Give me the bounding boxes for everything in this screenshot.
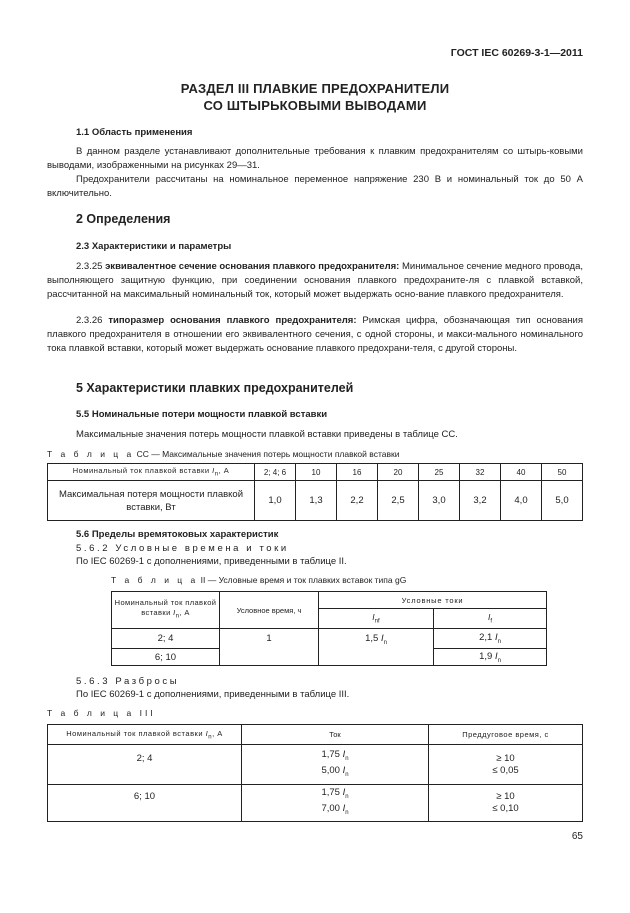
paragraph-scope: В данном разделе устанавливают дополнительные требования к плавким предохранителям со штырь-ковыми выводами, изображенными на рисунках 29—31. bbox=[47, 146, 583, 171]
paragraph-5-6-3: По IEC 60269-1 с дополнениями, приведенными в таблице III. bbox=[76, 689, 350, 700]
paragraph-ratings: Предохранители рассчитаны на номинальное переменное напряжение 230 В и номинальный ток до 50 А включительно. bbox=[47, 174, 583, 199]
table-cell: 3,0 bbox=[419, 481, 460, 521]
header-unit: , А bbox=[218, 466, 230, 476]
symbol: I bbox=[380, 633, 384, 644]
table-cell: 2,2 bbox=[337, 481, 378, 521]
table-header-cell: 50 bbox=[542, 464, 583, 481]
definition-text: Минимальное сечение медного провода, выполняющего защитную функцию, при соединении основания плавкого предохраните-ля с плавкой вставкой, рассчитанной на максимальный номинальный ток, который может выдержать осно-вание плавкого предохранителя. bbox=[47, 261, 583, 300]
table-header-cell: 32 bbox=[460, 464, 501, 481]
value bbox=[242, 803, 428, 819]
table-3 bbox=[47, 724, 583, 822]
table-row bbox=[48, 745, 583, 785]
value bbox=[242, 749, 428, 765]
table-header-cell: Ток bbox=[242, 725, 429, 745]
value: 1,5 bbox=[365, 633, 381, 644]
table-row bbox=[48, 464, 583, 481]
table-2-caption bbox=[111, 575, 406, 585]
table-cell: 4,0 bbox=[501, 481, 542, 521]
table-header-cell: Номинальный ток плавкой вставки $I_n$, А bbox=[48, 725, 242, 745]
table-header-cell: 40 bbox=[501, 464, 542, 481]
heading-5-6-3: 5.6.3 Разбросы bbox=[76, 676, 180, 687]
table-cell: 1,0 bbox=[255, 481, 296, 521]
table-cell: 5,0 bbox=[542, 481, 583, 521]
heading-5: 5 Характеристики плавких предохранителей bbox=[76, 381, 354, 395]
paragraph-5-6-2: По IEC 60269-1 с дополнениями, приведенными в таблице II. bbox=[76, 556, 347, 567]
page-number: 65 bbox=[571, 831, 583, 842]
heading-1-1: 1.1 Область применения bbox=[76, 127, 193, 138]
table-cell: 2; 4 bbox=[112, 629, 220, 649]
table-row bbox=[48, 725, 583, 745]
definition-term: типоразмер основания плавкого предохранителя: bbox=[108, 315, 357, 326]
header-label: Номинальный ток плавкой вставки bbox=[114, 598, 217, 618]
symbol: I bbox=[494, 632, 498, 644]
table-cc bbox=[47, 463, 583, 521]
table-header-cell: 20 bbox=[378, 464, 419, 481]
table-header-cell bbox=[319, 609, 434, 629]
symbol: I bbox=[342, 787, 346, 799]
table-label: Т а б л и ц а bbox=[111, 575, 199, 585]
header-unit: , А bbox=[212, 728, 223, 738]
table-cell: 3,2 bbox=[460, 481, 501, 521]
heading-2: 2 Определения bbox=[76, 212, 171, 226]
symbol: I bbox=[342, 803, 346, 814]
table-header-cell: Номинальный ток плавкой вставки $I_n$, А bbox=[48, 464, 255, 481]
table-header-cell: 25 bbox=[419, 464, 460, 481]
value-number: 5,00 bbox=[321, 764, 343, 776]
value: ≥ 10 bbox=[496, 752, 515, 764]
section-title-line2: СО ШТЫРЬКОВЫМИ ВЫВОДАМИ bbox=[203, 98, 427, 113]
document-header: ГОСТ IEC 60269-3-1—2011 bbox=[450, 47, 583, 59]
table-header-cell: Преддуговое время, с bbox=[429, 725, 583, 745]
symbol: I bbox=[487, 612, 491, 623]
value: ≤ 0,10 bbox=[492, 803, 519, 814]
value: 2,1 bbox=[479, 632, 495, 644]
table-header-cell: 16 bbox=[337, 464, 378, 481]
value: ≥ 10 bbox=[496, 791, 515, 802]
heading-5-6-2: 5.6.2 Условные времена и токи bbox=[76, 543, 289, 554]
table-caption-text: СС — Максимальные значения потерь мощности плавкой вставки bbox=[134, 449, 400, 459]
table-row bbox=[112, 592, 547, 609]
table-cell: 1,3 bbox=[296, 481, 337, 521]
table-3-caption: Т а б л и ц а III bbox=[47, 708, 156, 718]
table-header-cell: Условные токи bbox=[319, 592, 547, 609]
header-label: Номинальный ток плавкой вставки bbox=[66, 728, 204, 738]
definition-number: 2.3.26 bbox=[76, 315, 109, 326]
table-row bbox=[112, 629, 547, 649]
value: 1,9 bbox=[479, 650, 495, 662]
table-header-cell: Номинальный ток плавкой вставки $I_n$, А bbox=[112, 592, 220, 629]
heading-2-3: 2.3 Характеристики и параметры bbox=[76, 241, 232, 252]
table-cell: 2,5 bbox=[378, 481, 419, 521]
table-cell bbox=[429, 745, 583, 785]
subscript: n bbox=[345, 794, 349, 800]
table-header-cell: Условное время, ч bbox=[220, 592, 319, 629]
table-caption-text: II — Условные время и ток плавких вставок типа gG bbox=[198, 575, 407, 585]
table-row bbox=[48, 481, 583, 521]
table-cell bbox=[434, 649, 547, 666]
header-unit: , А bbox=[179, 608, 190, 618]
subscript: n bbox=[345, 771, 349, 778]
table-cell bbox=[319, 629, 434, 666]
subscript: n bbox=[497, 638, 501, 645]
table-cell: 2; 4 bbox=[48, 745, 242, 785]
symbol: I bbox=[342, 764, 346, 776]
symbol: I bbox=[342, 748, 346, 760]
subscript: n bbox=[497, 657, 501, 664]
subscript: n bbox=[345, 809, 349, 816]
table-cell bbox=[242, 745, 429, 785]
table-label: Т а б л и ц а bbox=[47, 449, 135, 459]
table-header-cell: 10 bbox=[296, 464, 337, 481]
subscript: nf bbox=[374, 618, 380, 625]
definition-2-3-25 bbox=[47, 260, 583, 302]
value-number: 1,75 bbox=[321, 748, 343, 760]
symbol: I bbox=[372, 612, 375, 623]
definition-term: эквивалентное сечение основания плавкого предохранителя: bbox=[105, 261, 400, 272]
section-title bbox=[0, 80, 630, 114]
heading-5-6: 5.6 Пределы времятоковых характеристик bbox=[76, 529, 279, 540]
table-cell: 6; 10 bbox=[112, 649, 220, 666]
value bbox=[242, 787, 428, 803]
subscript: n bbox=[383, 639, 387, 646]
table-cell: 6; 10 bbox=[48, 785, 242, 822]
table-cell bbox=[434, 629, 547, 649]
table-cell bbox=[242, 785, 429, 822]
table-row bbox=[48, 785, 583, 822]
table-cell bbox=[429, 785, 583, 822]
table-cell: 1 bbox=[220, 629, 319, 666]
value: ≤ 0,05 bbox=[492, 764, 519, 776]
definition-2-3-26 bbox=[47, 314, 583, 356]
definition-text: Римская цифра, обозначающая тип основания плавкого предохранителя в отношении его эквивалентного сечения, с одной стороны, и макси-мального номинального тока плавкой вставки, который может выдержать основание плавкого предохрани-теля, с другой стороны. bbox=[47, 315, 583, 354]
table-cc-caption bbox=[47, 449, 399, 459]
heading-5-5: 5.5 Номинальные потери мощности плавкой вставки bbox=[76, 409, 328, 420]
definition-number: 2.3.25 bbox=[76, 261, 106, 272]
table-header-cell: 2; 4; 6 bbox=[255, 464, 296, 481]
section-title-line1: РАЗДЕЛ III ПЛАВКИЕ ПРЕДОХРАНИТЕЛИ bbox=[180, 81, 450, 96]
table-header-cell bbox=[434, 609, 547, 629]
value bbox=[242, 765, 428, 781]
table-cell: Максимальная потеря мощности плавкой вставки, Вт bbox=[48, 481, 255, 521]
subscript: f bbox=[490, 618, 493, 625]
value-number: 7,00 bbox=[321, 803, 343, 814]
table-2 bbox=[111, 591, 547, 666]
header-label: Номинальный ток плавкой вставки bbox=[72, 466, 210, 476]
symbol: I bbox=[494, 650, 498, 662]
subscript: n bbox=[345, 755, 349, 762]
paragraph-5-5: Максимальные значения потерь мощности плавкой вставки приведены в таблице СС. bbox=[76, 429, 458, 440]
value-number: 1,75 bbox=[321, 787, 343, 799]
